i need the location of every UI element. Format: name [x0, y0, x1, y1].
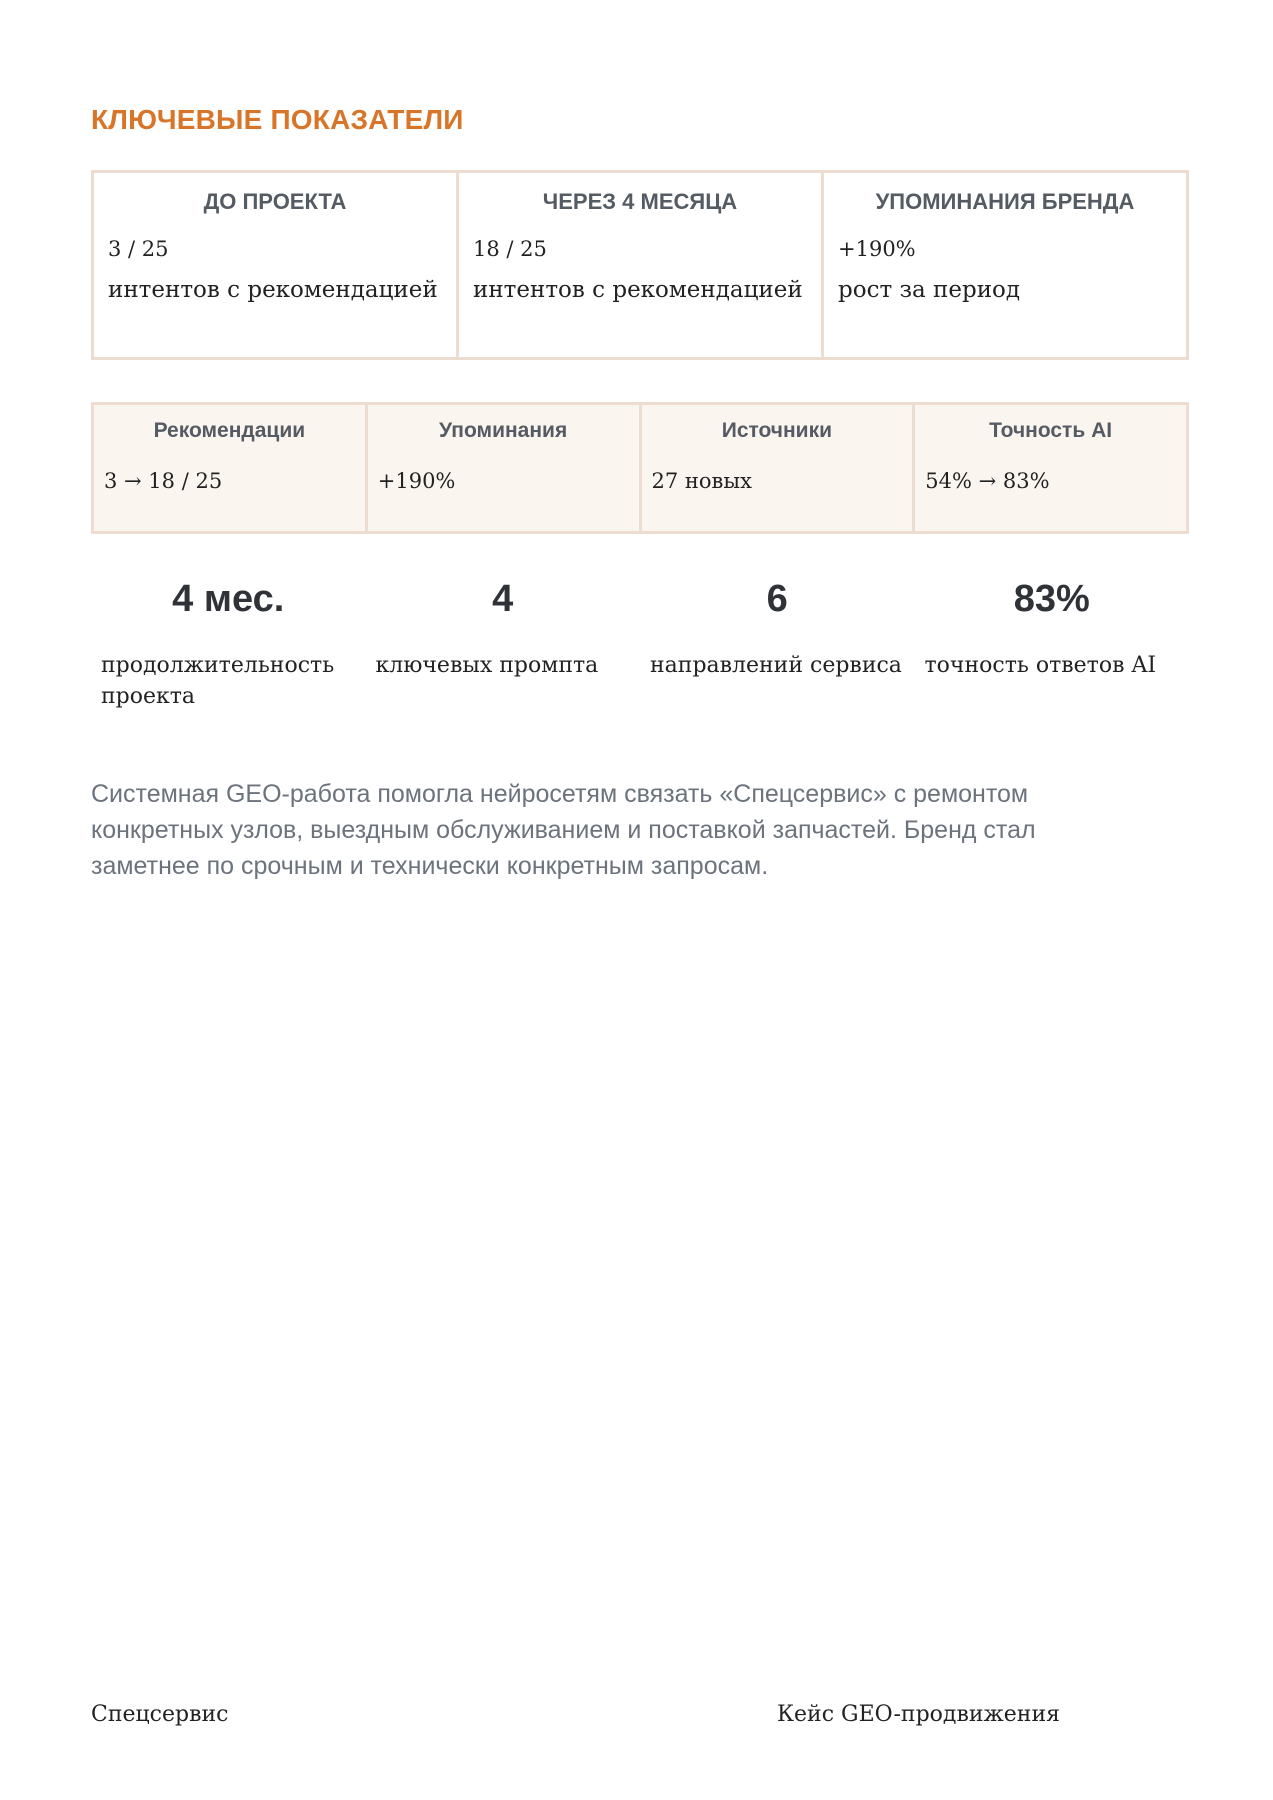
stat-number: 6 [766, 578, 788, 620]
summary-cell-accuracy [915, 405, 1186, 531]
stat-label: точность ответов AI [924, 653, 1157, 678]
kpi-description: интентов с рекомендацией [473, 277, 803, 303]
stat-label: направлений сервиса [650, 653, 902, 678]
kpi-value: +190% [838, 237, 916, 261]
stat-label: ключевых промпта [375, 653, 599, 678]
stat-number: 4 мес. [172, 578, 285, 620]
kpi-description: рост за период [838, 277, 1021, 303]
footer-company: Спецсервис [91, 1702, 229, 1727]
kpi-value: 3 / 25 [108, 237, 169, 261]
stat-number: 4 [492, 578, 514, 620]
summary-paragraph: Системная GEO-работа помогла нейросетям связать «Спецсервис» с ремонтом конкретных узлов, выездным обслуживанием и поставкой запчастей. Бренд стал заметнее по срочным и технически конкретным запросам. [91, 780, 1036, 880]
summary-value: 27 новых [651, 469, 752, 493]
kpi-cell-before [94, 173, 459, 357]
summary-value: +190% [377, 469, 456, 493]
summary-header: Упоминания [439, 419, 568, 442]
summary-value: 54% → 83% [925, 469, 1050, 493]
kpi-header: ЧЕРЕЗ 4 МЕСЯЦА [542, 189, 738, 214]
kpi-table [91, 170, 1189, 360]
kpi-value: 18 / 25 [473, 237, 547, 261]
stat-duration [91, 578, 366, 712]
kpi-description: интентов с рекомендацией [108, 277, 438, 303]
kpi-header: ДО ПРОЕКТА [203, 189, 347, 214]
stats-row [91, 578, 1189, 712]
stat-prompts [366, 578, 641, 712]
kpi-cell-after [459, 173, 824, 357]
summary-cell-sources [642, 405, 916, 531]
kpi-cell-mentions [824, 173, 1186, 357]
summary-header: Источники [721, 419, 833, 442]
stat-label: продолжительность проекта [101, 653, 335, 709]
section-title: КЛЮЧЕВЫЕ ПОКАЗАТЕЛИ [91, 104, 464, 135]
stat-accuracy [915, 578, 1190, 712]
summary-table [91, 402, 1189, 534]
summary-header: Точность AI [989, 419, 1113, 442]
summary-cell-recommendations [94, 405, 368, 531]
footer-document-title: Кейс GEO-продвижения [777, 1702, 1060, 1727]
kpi-header: УПОМИНАНИЯ БРЕНДА [875, 189, 1135, 214]
summary-header: Рекомендации [153, 419, 306, 442]
summary-value: 3 → 18 / 25 [104, 469, 223, 493]
stat-number: 83% [1013, 578, 1090, 620]
summary-cell-mentions [368, 405, 642, 531]
stat-directions [640, 578, 915, 712]
